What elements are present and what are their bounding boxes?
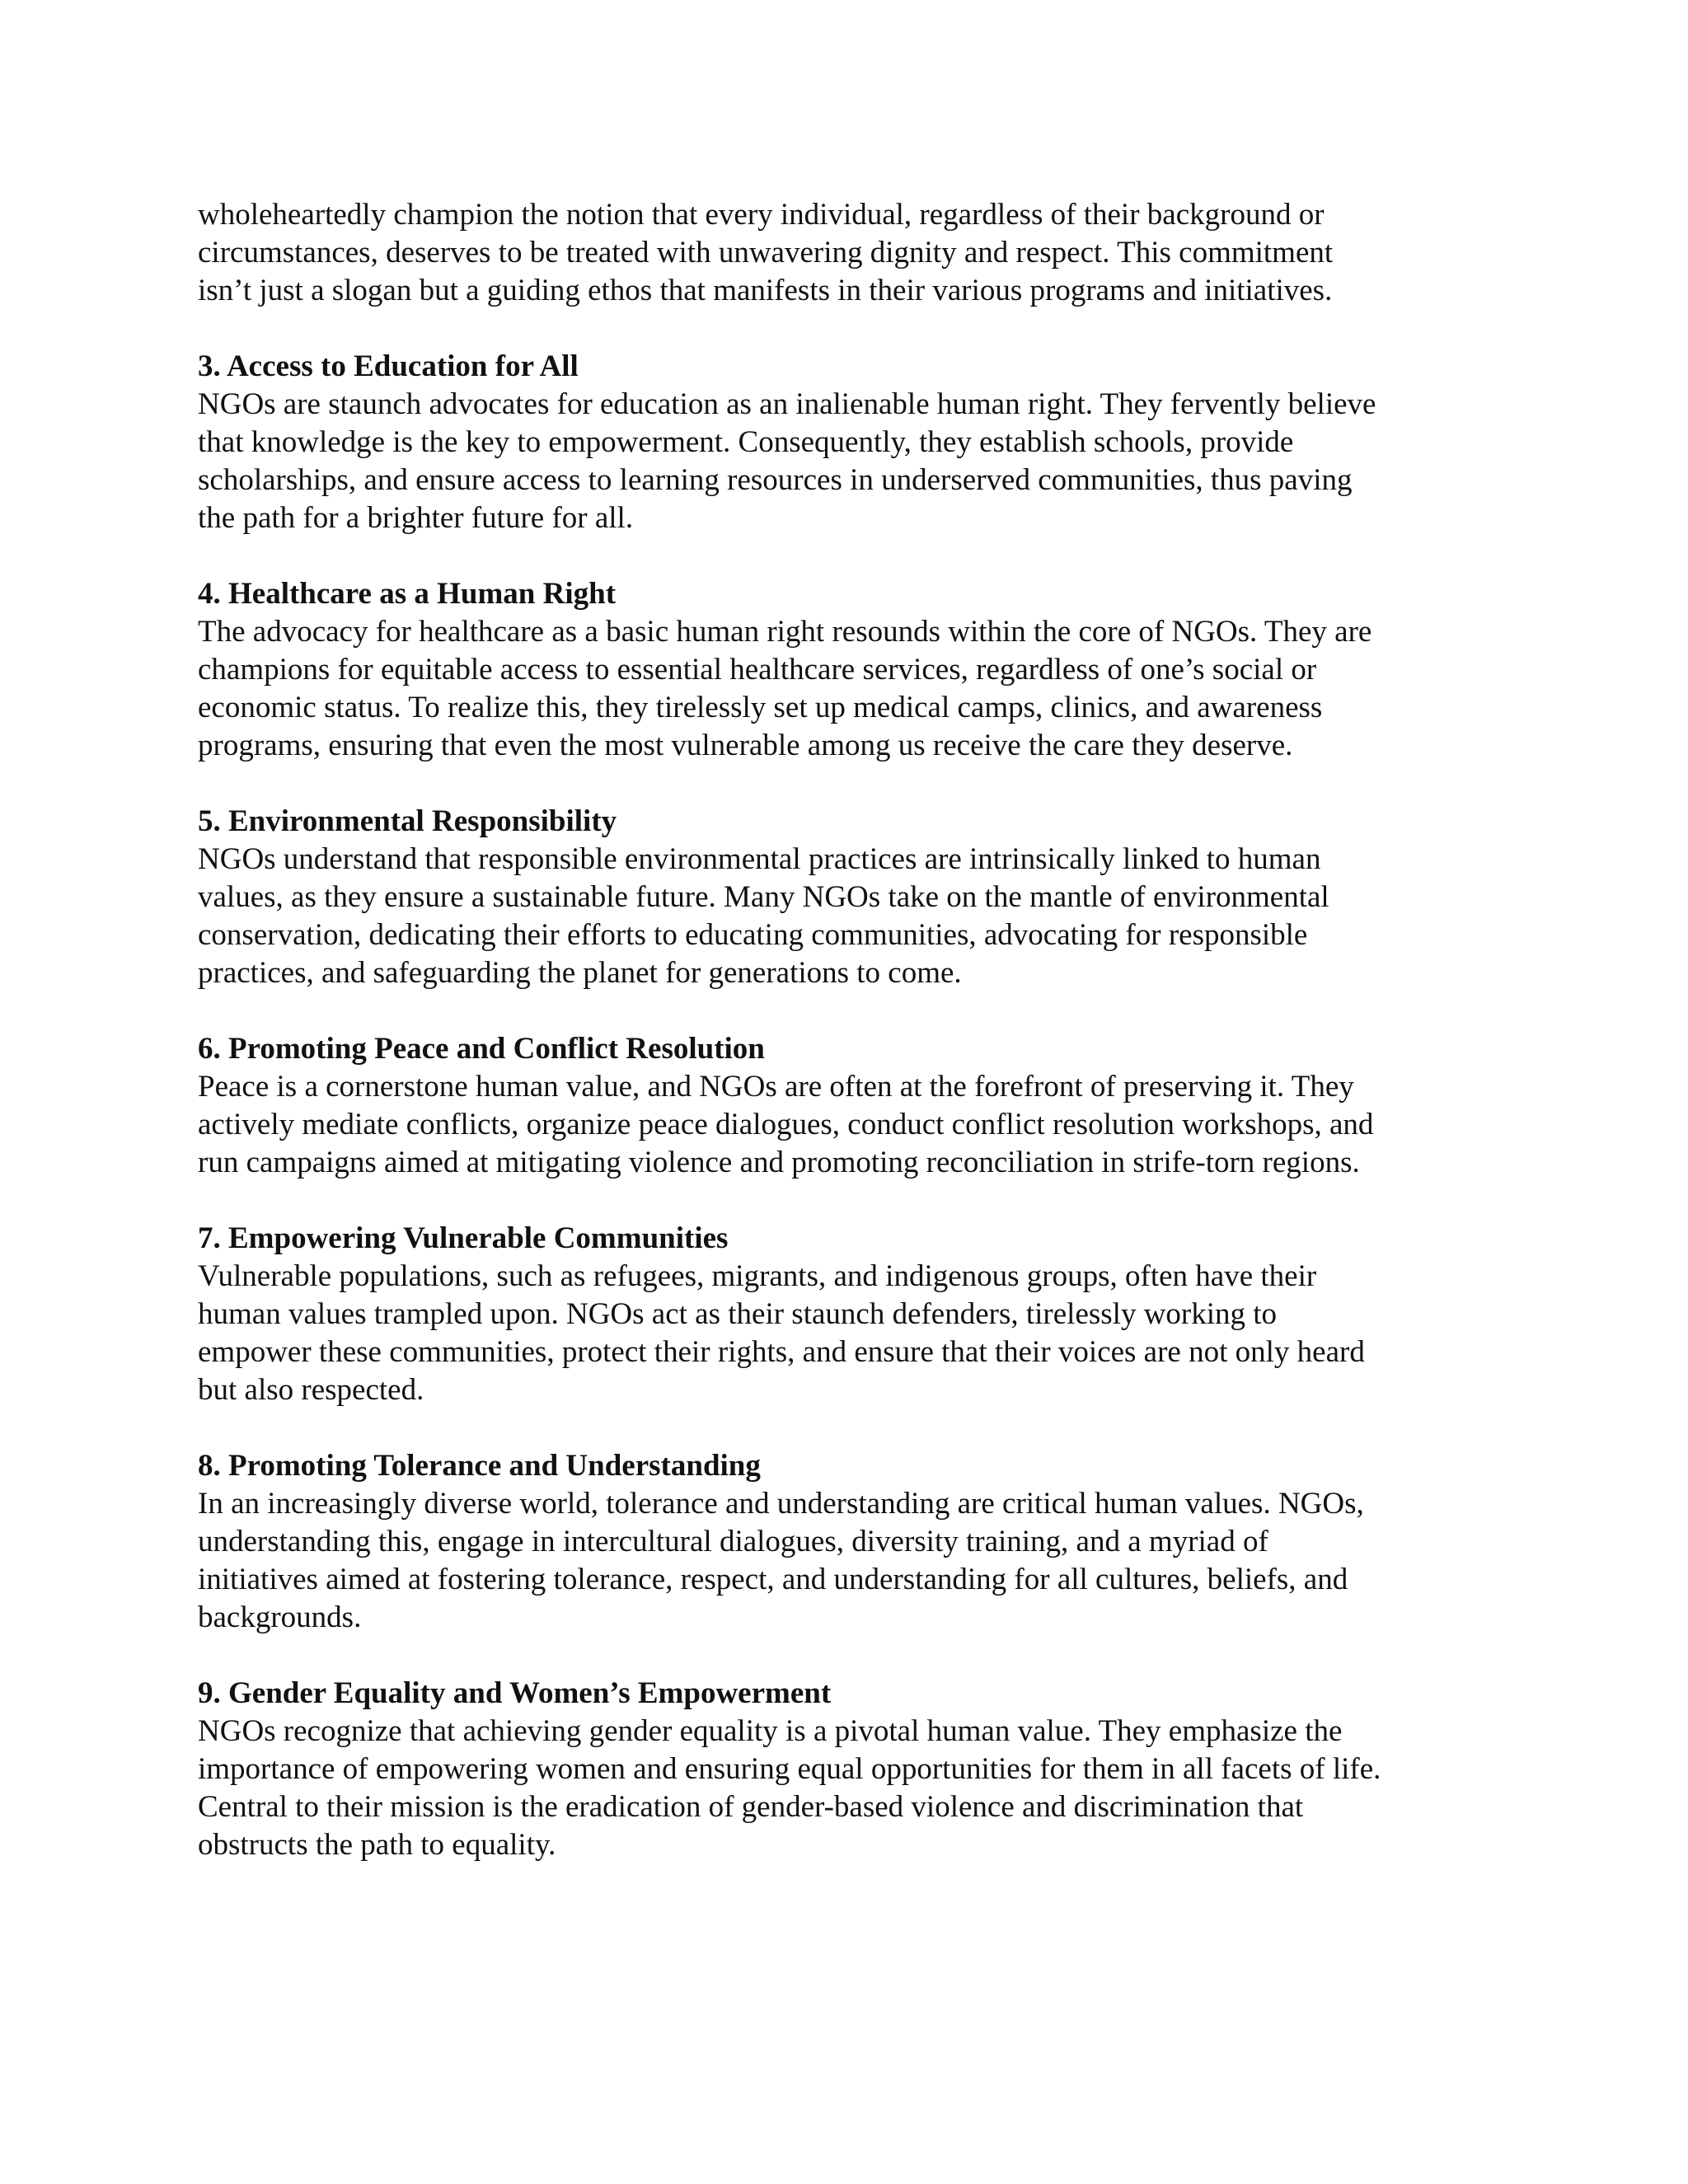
section-line: backgrounds. [198,1601,362,1634]
section-line: conservation, dedicating their efforts to educating communities, advocating for responsible [198,918,1308,952]
section-education [198,348,1500,537]
section-line: economic status. To realize this, they tirelessly set up medical camps, clinics, and awareness [198,691,1323,724]
section-line: NGOs are staunch advocates for education as an inalienable human right. They fervently believe [198,387,1376,421]
intro-line: circumstances, deserves to be treated with unwavering dignity and respect. This commitment [198,236,1334,269]
section-line: human values trampled upon. NGOs act as their staunch defenders, tirelessly working to [198,1297,1278,1331]
section-line: The advocacy for healthcare as a basic human right resounds within the core of NGOs. They are [198,615,1372,649]
section-line: but also respected. [198,1373,424,1407]
section-line: practices, and safeguarding the planet for generations to come. [198,956,962,990]
section-line: NGOs recognize that achieving gender equality is a pivotal human value. They emphasize the [198,1714,1343,1748]
section-line: Central to their mission is the eradication of gender-based violence and discrimination that [198,1790,1304,1824]
section-line: champions for equitable access to essential healthcare services, regardless of one’s social or [198,653,1317,687]
section-heading: 7. Empowering Vulnerable Communities [198,1221,729,1255]
section-line: obstructs the path to equality. [198,1828,556,1862]
document-page [198,196,1500,1902]
section-line: that knowledge is the key to empowerment. Consequently, they establish schools, provide [198,425,1294,459]
section-heading: 6. Promoting Peace and Conflict Resolution [198,1032,765,1066]
section-line: empower these communities, protect their rights, and ensure that their voices are not only heard [198,1335,1365,1369]
section-line: run campaigns aimed at mitigating violence and promoting reconciliation in strife-torn regions. [198,1146,1360,1179]
section-line: understanding this, engage in intercultural dialogues, diversity training, and a myriad of [198,1525,1268,1558]
section-line: importance of empowering women and ensuring equal opportunities for them in all facets of life. [198,1752,1381,1786]
section-heading: 5. Environmental Responsibility [198,804,617,838]
section-peace [198,1030,1500,1182]
intro-paragraph [198,196,1500,310]
section-heading: 8. Promoting Tolerance and Understanding [198,1449,761,1483]
section-line: Vulnerable populations, such as refugees, migrants, and indigenous groups, often have their [198,1259,1317,1293]
section-line: scholarships, and ensure access to learning resources in underserved communities, thus paving [198,463,1353,497]
section-heading: 4. Healthcare as a Human Right [198,577,617,611]
section-healthcare [198,575,1500,765]
section-line: values, as they ensure a sustainable future. Many NGOs take on the mantle of environmental [198,880,1329,914]
intro-line: wholeheartedly champion the notion that every individual, regardless of their background or [198,198,1325,232]
section-tolerance [198,1447,1500,1637]
section-line: initiatives aimed at fostering tolerance, respect, and understanding for all cultures, beliefs, and [198,1563,1348,1596]
section-gender-equality [198,1675,1500,1864]
section-line: actively mediate conflicts, organize peace dialogues, conduct conflict resolution workshops, and [198,1108,1374,1141]
section-line: programs, ensuring that even the most vulnerable among us receive the care they deserve. [198,729,1293,762]
section-line: In an increasingly diverse world, tolerance and understanding are critical human values. NGOs, [198,1487,1364,1521]
section-vulnerable-communities [198,1220,1500,1409]
section-heading: 9. Gender Equality and Women’s Empowerment [198,1676,832,1710]
section-environment [198,803,1500,992]
section-line: NGOs understand that responsible environmental practices are intrinsically linked to human [198,842,1321,876]
intro-line: isn’t just a slogan but a guiding ethos that manifests in their various programs and initiatives. [198,274,1333,307]
section-line: Peace is a cornerstone human value, and NGOs are often at the forefront of preserving it. They [198,1070,1354,1104]
section-line: the path for a brighter future for all. [198,501,634,535]
section-heading: 3. Access to Education for All [198,349,579,383]
